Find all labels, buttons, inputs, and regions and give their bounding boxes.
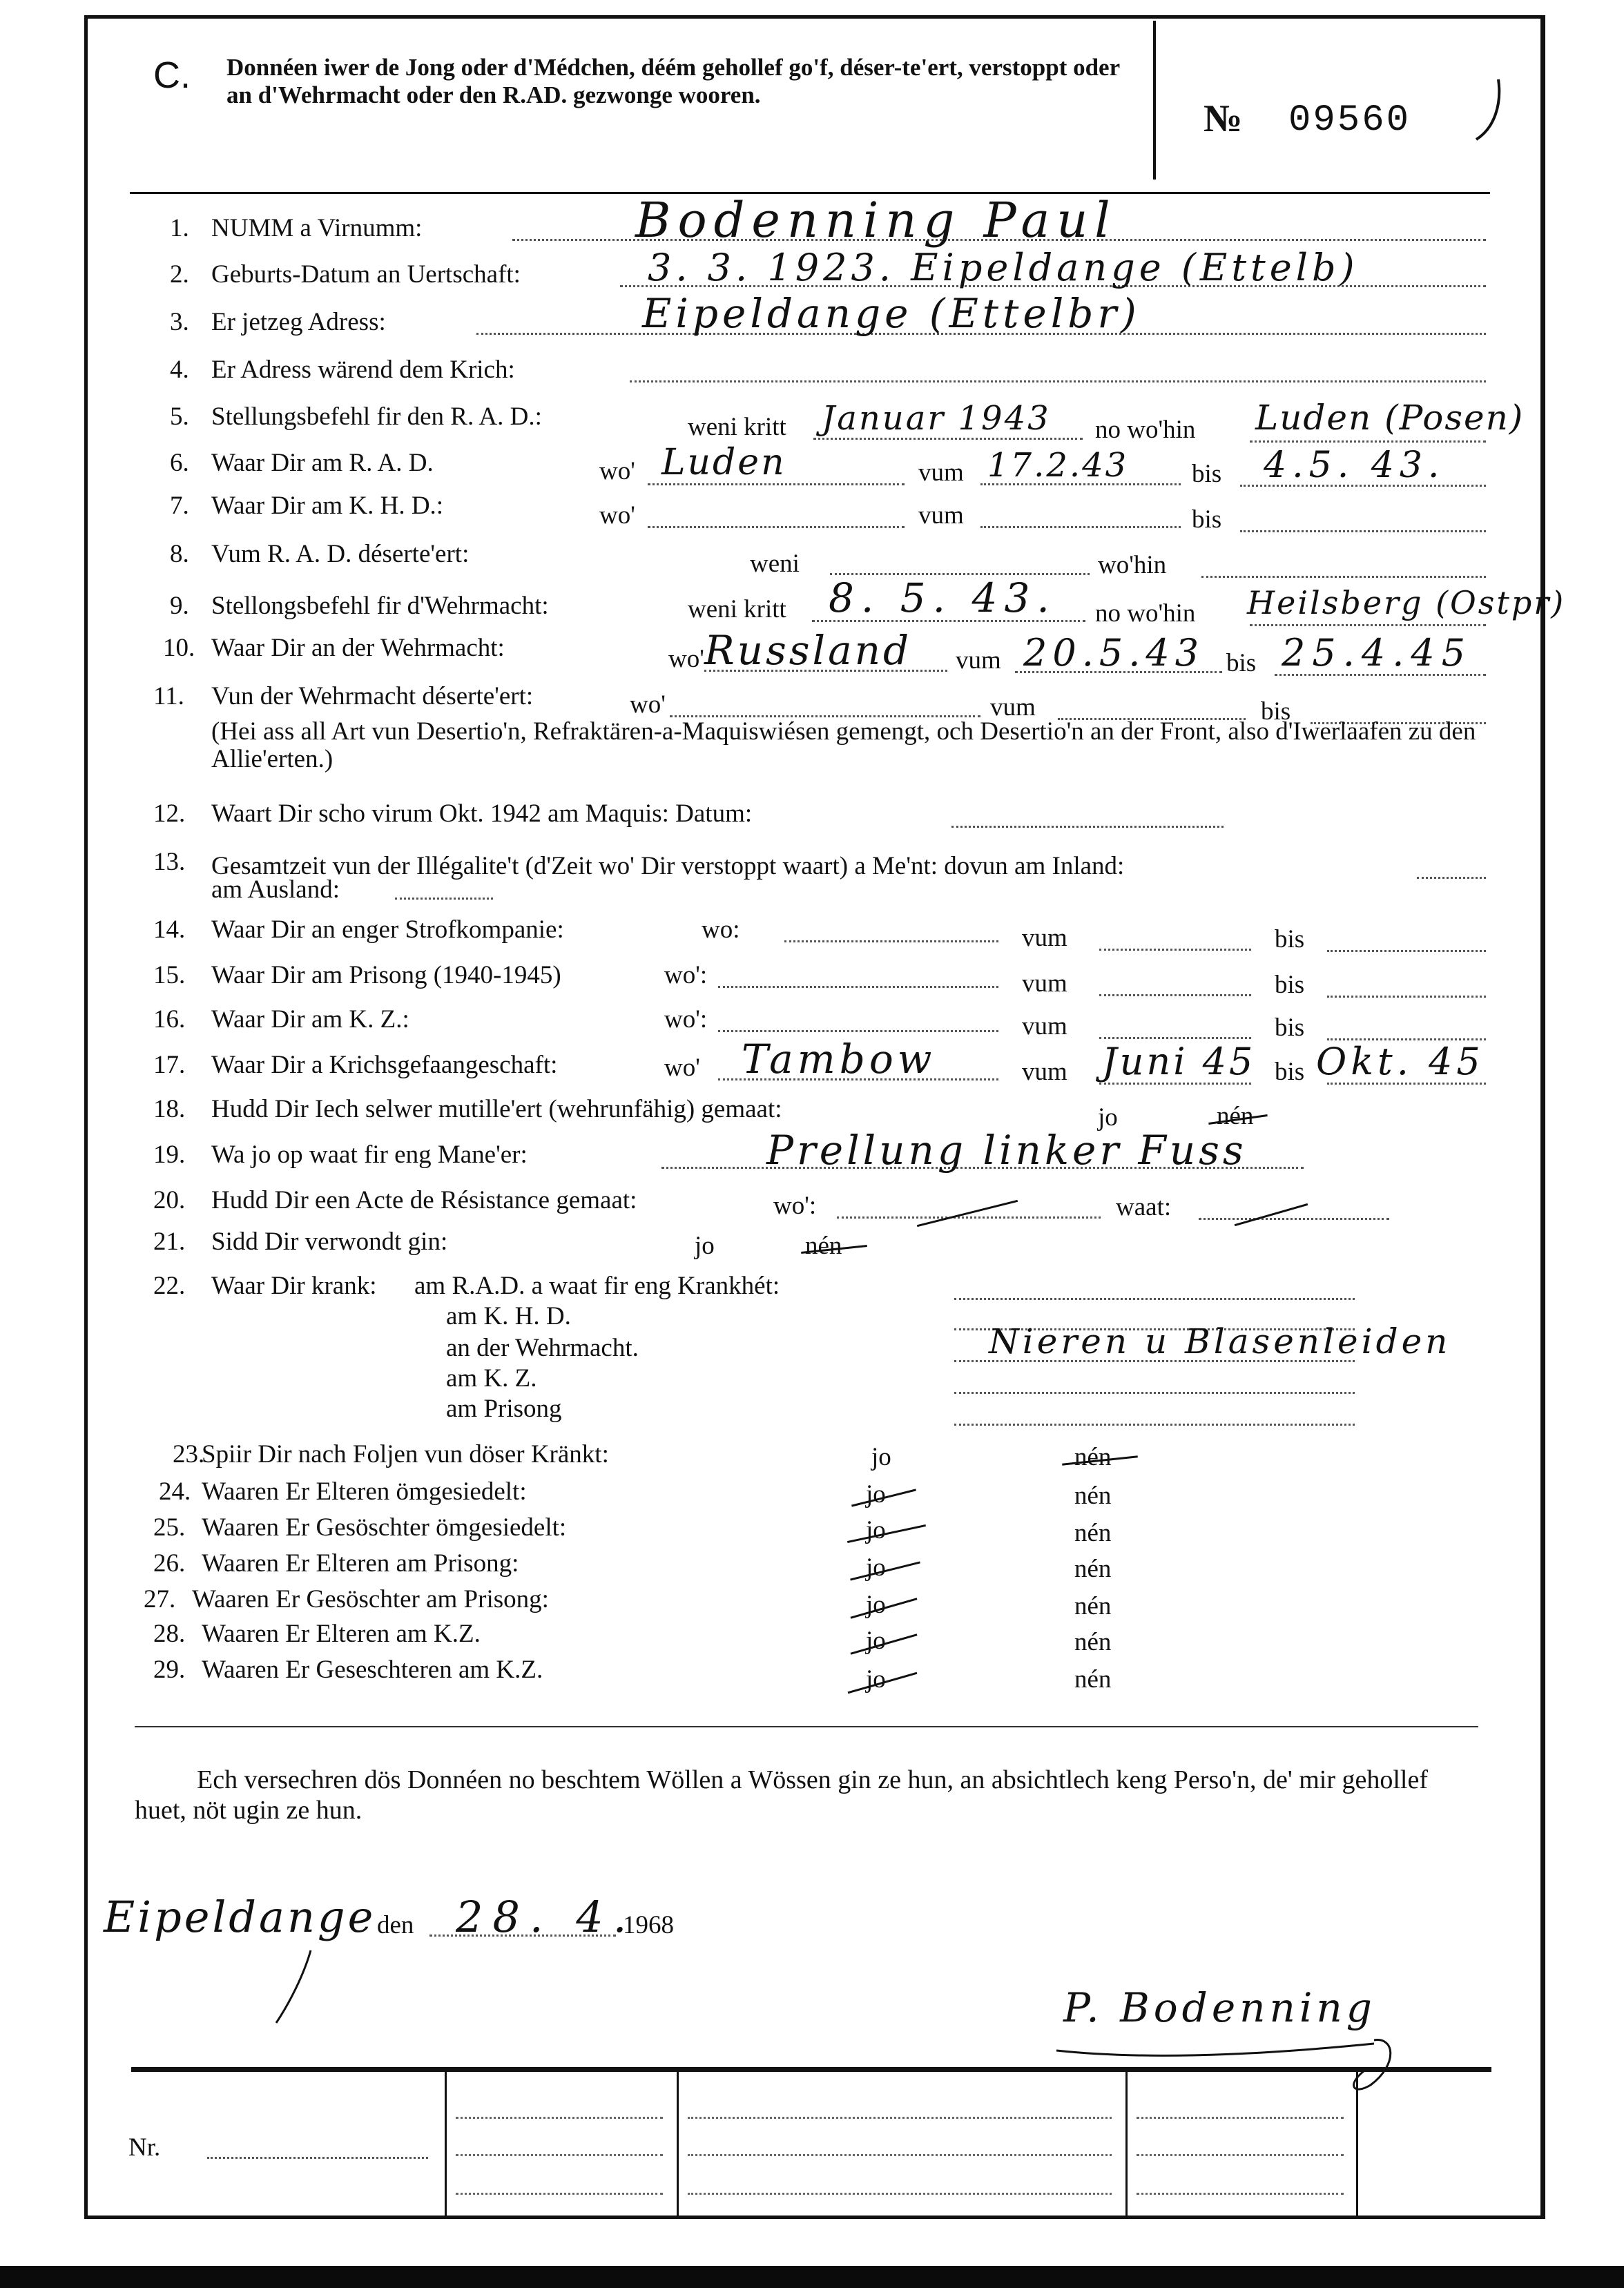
- signature-underline: [1050, 2023, 1436, 2092]
- scan-edge: [0, 2266, 1624, 2288]
- item-num: 12.: [153, 799, 186, 828]
- wehrmacht-place-value: Heilsberg (Ostpr): [1247, 584, 1566, 621]
- prisong-wo-field-line[interactable]: [718, 986, 998, 988]
- item-label: Waar Dir krank:: [211, 1272, 377, 1300]
- footer-column-divider: [445, 2071, 447, 2216]
- section-title: Donnéen iwer de Jong oder d'Médchen, déém gehollef go'f, déser-te'ert, verstoppt oder an d'Wehrmacht oder den R.AD. gezwonge wooren.: [226, 54, 1120, 108]
- vum-label: vum: [956, 646, 1001, 675]
- item-num: 4.: [170, 356, 189, 384]
- illness-sub-rad: am R.A.D. a waat fir eng Krankhét:: [414, 1272, 780, 1300]
- bis-label: bis: [1226, 649, 1257, 677]
- item-label: Vun der Wehrmacht déserte'ert:: [211, 682, 534, 710]
- item-label: NUMM a Virnumm:: [211, 214, 423, 242]
- item-label: Vum R. A. D. déserte'ert:: [211, 540, 470, 568]
- section-letter: C.: [153, 55, 191, 96]
- item-label: Wa jo op waat fir eng Mane'er:: [211, 1141, 528, 1169]
- illness-prisong-field-line[interactable]: [954, 1424, 1355, 1426]
- item-label: Waar Dir an der Wehrmacht:: [211, 634, 505, 662]
- item-num: 2.: [170, 260, 189, 289]
- checkmark-stroke: [1471, 76, 1512, 145]
- footer-cell-line[interactable]: [688, 2193, 1112, 2195]
- rad-date-field-line[interactable]: [813, 438, 1083, 440]
- vum-label: vum: [1022, 1012, 1067, 1040]
- bis-label: bis: [1261, 697, 1291, 726]
- weni-label: weni kritt: [688, 413, 786, 441]
- item-num: 6.: [170, 449, 189, 477]
- signature-place: Eipeldange: [104, 1892, 376, 1942]
- inland-field-line[interactable]: [1417, 877, 1486, 879]
- desert-rad-wohin-line[interactable]: [1201, 576, 1486, 578]
- footer-column-divider: [1125, 2071, 1128, 2216]
- footer-cell-line[interactable]: [456, 2154, 663, 2156]
- section-separator: [135, 1726, 1478, 1727]
- item-label: Er jetzeg Adress:: [211, 308, 386, 336]
- item-label: Waar Dir am K. Z.:: [211, 1005, 409, 1034]
- name-field-value: Bodenning Paul: [635, 192, 1117, 249]
- header-divider: [1153, 21, 1156, 180]
- illness-sub-khd: am K. H. D.: [446, 1302, 571, 1330]
- item-num: 1.: [170, 214, 189, 242]
- item-num: 16.: [153, 1005, 186, 1034]
- item-label: Sidd Dir verwondt gin:: [211, 1228, 448, 1256]
- item-label: Waaren Er Elteren am Prisong:: [202, 1549, 519, 1578]
- vum-label: vum: [1022, 924, 1067, 952]
- pen-stroke: [269, 1947, 325, 2030]
- item-num: 5.: [170, 403, 189, 431]
- jo-option[interactable]: jo: [871, 1443, 891, 1471]
- jo-option[interactable]: jo: [866, 1516, 886, 1544]
- signature: P. Bodenning: [1063, 1984, 1376, 2031]
- maquis-date-field-line[interactable]: [951, 826, 1224, 828]
- rad-bis-value: 4.5. 43.: [1264, 445, 1445, 486]
- strof-wo-field-line[interactable]: [784, 940, 998, 942]
- desertion-note: (Hei ass all Art vun Desertio'n, Refraktären-a-Maquiswiésen gemengt, och Desertio'n an der Front, also d'Iwerlaafen zu den Allie'erten.): [211, 717, 1476, 773]
- item-num: 15.: [153, 961, 186, 989]
- footer-cell-line[interactable]: [456, 2117, 663, 2119]
- item-num: 19.: [153, 1141, 186, 1169]
- signature-year: 1968: [623, 1911, 674, 1939]
- khd-wo-field-line[interactable]: [648, 526, 905, 528]
- item-num: 11.: [153, 682, 184, 710]
- strof-bis-field-line[interactable]: [1327, 950, 1486, 952]
- item-num: 27.: [144, 1585, 176, 1613]
- item-num: 7.: [170, 492, 189, 520]
- wehrmacht-vum-value: 20.5.43: [1023, 631, 1205, 675]
- illness-kz-field-line[interactable]: [954, 1392, 1355, 1394]
- item-num: 20.: [153, 1186, 186, 1214]
- vum-label: vum: [1022, 1058, 1067, 1086]
- nen-option[interactable]: nén: [1074, 1555, 1112, 1583]
- number-label: №: [1204, 97, 1243, 140]
- bis-label: bis: [1275, 925, 1305, 953]
- illness-sub-kz: am K. Z.: [446, 1364, 537, 1393]
- item-num: 8.: [170, 540, 189, 568]
- item-label: Waaren Er Gesöschter am Prisong:: [192, 1585, 549, 1613]
- resistance-wo-field-line[interactable]: [837, 1216, 1101, 1219]
- item-num: 13.: [153, 848, 186, 876]
- kz-vum-field-line[interactable]: [1099, 1037, 1251, 1039]
- nen-option[interactable]: nén: [1074, 1665, 1112, 1694]
- wo-label: wo': [668, 645, 704, 673]
- ausland-label: am Ausland:: [211, 875, 340, 904]
- wehrmacht-date-value: 8. 5. 43.: [829, 574, 1056, 621]
- jo-option[interactable]: jo: [866, 1665, 886, 1694]
- wo-label: wo:: [702, 915, 740, 944]
- footer-cell-line[interactable]: [1137, 2154, 1344, 2156]
- footer-cell-line[interactable]: [456, 2193, 663, 2195]
- footer-cell-line[interactable]: [688, 2154, 1112, 2156]
- footer-rule: [131, 2067, 1491, 2072]
- rad-wo-value: Luden: [661, 442, 786, 483]
- wo-label: wo': [664, 1054, 700, 1082]
- rad-vum-value: 17.2.43: [987, 446, 1129, 485]
- footer-cell-line[interactable]: [688, 2117, 1112, 2119]
- kz-wo-field-line[interactable]: [718, 1030, 998, 1032]
- item-num: 3.: [170, 308, 189, 336]
- weni-label: weni: [750, 550, 800, 578]
- item-num: 29.: [153, 1656, 186, 1684]
- pow-wo-value: Tambow: [742, 1036, 936, 1083]
- rad-place-field-line[interactable]: [1250, 440, 1486, 443]
- rad-wo-field-line[interactable]: [648, 483, 905, 485]
- address-field-value: Eipeldange (Ettelbr): [642, 290, 1141, 337]
- bis-label: bis: [1275, 1058, 1305, 1086]
- prisong-vum-field-line[interactable]: [1099, 994, 1251, 996]
- item-label: Er Adress wärend dem Krich:: [211, 356, 515, 384]
- bis-label: bis: [1192, 460, 1222, 488]
- wehrmacht-wo-value: Russland: [704, 627, 912, 674]
- item-label: Gesamtzeit vun der Illégalite't (d'Zeit wo' Dir verstoppt waart) a Me'nt: dovun am Inland:: [211, 852, 1125, 880]
- item-label: Spiir Dir nach Foljen vun döser Kränkt:: [202, 1440, 609, 1468]
- item-label: Hudd Dir een Acte de Résistance gemaat:: [211, 1186, 637, 1214]
- khd-bis-field-line[interactable]: [1240, 530, 1486, 532]
- wohin-label: no wo'hin: [1095, 416, 1196, 444]
- jo-option[interactable]: jo: [866, 1553, 886, 1582]
- nen-option[interactable]: nén: [1074, 1482, 1112, 1510]
- wehrmacht-place-field-line[interactable]: [1250, 624, 1486, 626]
- ausland-field-line[interactable]: [395, 898, 493, 900]
- footer-column-divider: [677, 2071, 679, 2216]
- wo-label: wo':: [773, 1192, 817, 1220]
- manner-value: Prellung linker Fuss: [766, 1127, 1247, 1174]
- vum-label: vum: [918, 501, 964, 530]
- birth-field-value: 3. 3. 1923. Eipeldange (Ettelb): [648, 246, 1359, 289]
- wo-label: wo': [630, 690, 666, 719]
- item-num: 25.: [153, 1513, 186, 1542]
- jo-option[interactable]: jo: [1098, 1103, 1118, 1132]
- wo-label: wo': [599, 457, 635, 485]
- vum-label: vum: [1022, 969, 1067, 998]
- nr-field-line[interactable]: [207, 2157, 428, 2159]
- item-num: 28.: [153, 1620, 186, 1648]
- nr-label: Nr.: [128, 2133, 161, 2162]
- rad-date-value: Januar 1943: [822, 399, 1051, 438]
- item-num: 24.: [159, 1477, 191, 1506]
- wo-label: wo': [599, 501, 635, 530]
- nen-option[interactable]: nén: [1074, 1519, 1112, 1547]
- bis-label: bis: [1275, 1014, 1305, 1042]
- item-label: Waar Dir am Prisong (1940-1945): [211, 961, 561, 989]
- item-label: Stellungsbefehl fir den R. A. D.:: [211, 403, 542, 431]
- declaration-text: Ech versechren dös Donnéen no beschtem Wöllen a Wössen gin ze hun, an absichtlech keng Perso'n, de' mir gehollef huet, nöt ugin ze hun.: [135, 1765, 1428, 1825]
- jo-option[interactable]: jo: [866, 1591, 886, 1619]
- item-label: Hudd Dir Iech selwer mutille'ert (wehrunfähig) gemaat:: [211, 1095, 782, 1123]
- nen-option[interactable]: nén: [1074, 1628, 1112, 1656]
- illness-sub-wehrmacht: an der Wehrmacht.: [446, 1334, 639, 1362]
- wohin-label: wo'hin: [1098, 551, 1167, 579]
- nen-option[interactable]: nén: [1074, 1592, 1112, 1620]
- item-label: Waar Dir am K. H. D.:: [211, 492, 444, 520]
- vum-label: vum: [990, 693, 1036, 721]
- item-label: Waaren Er Geseschteren am K.Z.: [202, 1656, 543, 1684]
- item-num: 21.: [153, 1228, 186, 1256]
- item-label: Waaren Er Gesöschter ömgesiedelt:: [202, 1513, 567, 1542]
- item-num: 18.: [153, 1095, 186, 1123]
- footer-column-divider: [1356, 2071, 1358, 2216]
- weni-label: weni kritt: [688, 595, 786, 623]
- den-label: den: [377, 1911, 414, 1939]
- item-num: 14.: [153, 915, 186, 944]
- item-num: 9.: [170, 592, 189, 620]
- nen-option[interactable]: nén: [1217, 1102, 1254, 1130]
- rad-place-value: Luden (Posen): [1255, 398, 1525, 438]
- item-num: 17.: [153, 1051, 186, 1079]
- pow-vum-value: Juni 45: [1102, 1040, 1256, 1083]
- bis-label: bis: [1275, 971, 1305, 999]
- wo-label: wo':: [664, 961, 708, 989]
- form-number: 09560: [1288, 99, 1411, 142]
- item-label: Waar Dir an enger Strofkompanie:: [211, 915, 564, 944]
- item-label: Waar Dir a Krichsgefaangeschaft:: [211, 1051, 558, 1079]
- nen-option[interactable]: nén: [805, 1232, 842, 1260]
- vum-label: vum: [918, 458, 964, 487]
- item-label: Stellongsbefehl fir d'Wehrmacht:: [211, 592, 549, 620]
- footer-cell-line[interactable]: [1137, 2117, 1344, 2119]
- jo-option[interactable]: jo: [866, 1627, 886, 1655]
- signature-date: 28. 4.: [456, 1892, 637, 1942]
- war-address-field-line[interactable]: [630, 380, 1486, 382]
- strof-vum-field-line[interactable]: [1099, 949, 1251, 951]
- prisong-bis-field-line[interactable]: [1327, 996, 1486, 998]
- item-label: Waart Dir scho virum Okt. 1942 am Maquis: Datum:: [211, 799, 753, 828]
- item-label: Waaren Er Elteren am K.Z.: [202, 1620, 481, 1648]
- jo-option[interactable]: jo: [695, 1232, 715, 1260]
- item-num: 22.: [153, 1272, 186, 1300]
- wohin-label: no wo'hin: [1095, 599, 1196, 628]
- waat-label: waat:: [1116, 1193, 1172, 1221]
- item-num: 26.: [153, 1549, 186, 1578]
- wehrmacht-bis-value: 25.4.45: [1282, 631, 1473, 675]
- pow-bis-value: Okt. 45: [1316, 1040, 1485, 1083]
- nen-option[interactable]: nén: [1074, 1443, 1112, 1471]
- illness-value: Nieren u Blasenleiden: [989, 1321, 1451, 1361]
- wo-label: wo':: [664, 1005, 708, 1034]
- illness-sub-prisong: am Prisong: [446, 1395, 562, 1423]
- item-label: Waaren Er Elteren ömgesiedelt:: [202, 1477, 527, 1506]
- illness-rad-field-line[interactable]: [954, 1298, 1355, 1300]
- khd-vum-field-line[interactable]: [980, 526, 1181, 528]
- item-label: Geburts-Datum an Uertschaft:: [211, 260, 521, 289]
- item-num: 10.: [163, 634, 195, 662]
- bis-label: bis: [1192, 505, 1222, 534]
- item-num: 23.: [173, 1440, 205, 1468]
- item-label: Waar Dir am R. A. D.: [211, 449, 434, 477]
- footer-cell-line[interactable]: [1137, 2193, 1344, 2195]
- resistance-waat-field-line[interactable]: [1199, 1218, 1389, 1220]
- jo-option[interactable]: jo: [866, 1480, 886, 1509]
